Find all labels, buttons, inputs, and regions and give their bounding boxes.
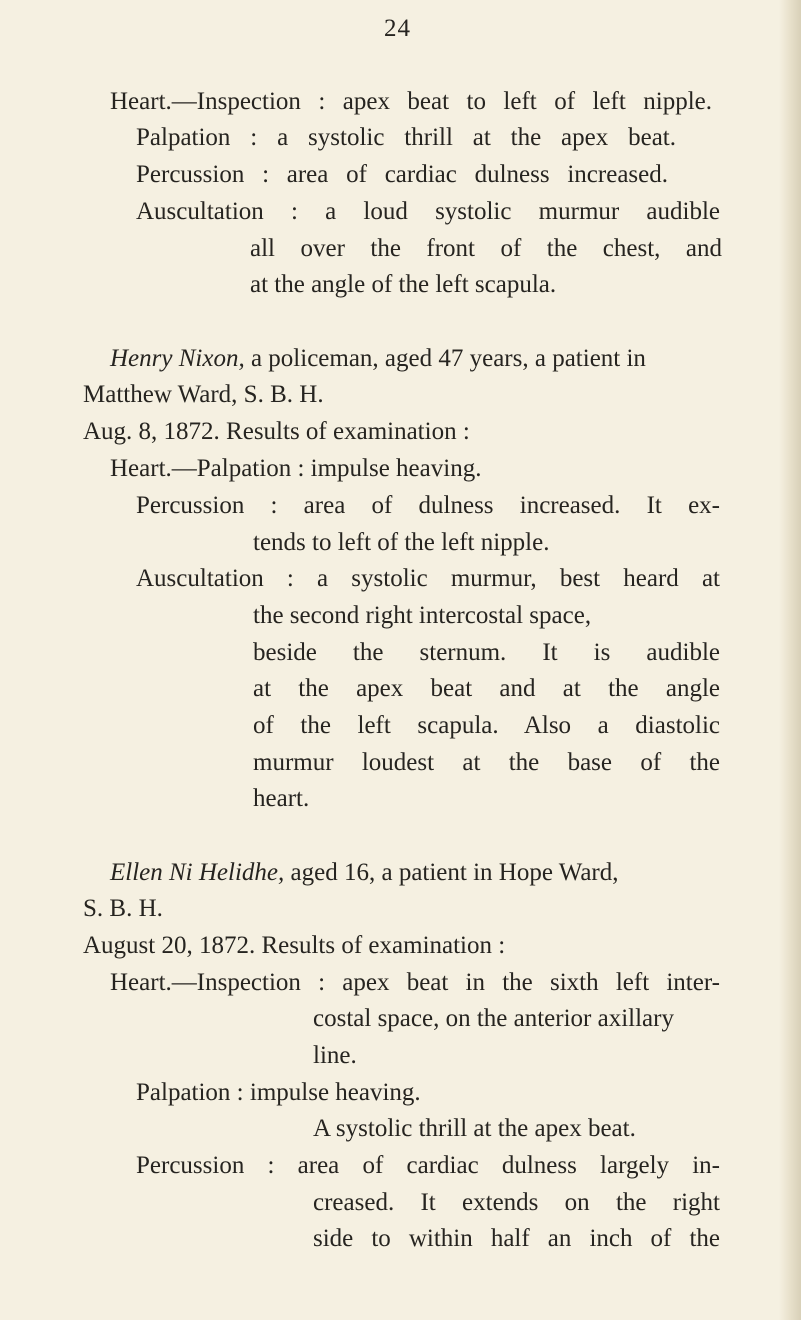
text-line: Palpation : a systolic thrill at the apex beat.	[136, 124, 676, 151]
text-line: Heart.—Inspection : apex beat in the sixth left inter-	[110, 969, 720, 996]
text-line: aged 16, a patient in Hope Ward,	[284, 859, 619, 886]
patient-name: Ellen Ni Helidhe,	[110, 859, 285, 886]
text-line: Palpation : impulse heaving.	[136, 1079, 421, 1106]
text-line: all over the front of the chest, and	[250, 235, 722, 262]
text-line: Aug. 8, 1872. Results of examination :	[83, 418, 470, 445]
case-heading-line	[110, 342, 646, 376]
text-line: S. B. H.	[83, 895, 163, 922]
patient-name: Henry Nixon,	[110, 345, 245, 372]
text-line: Percussion : area of cardiac dulness increased.	[136, 161, 668, 188]
text-line: Percussion : area of cardiac dulness largely in-	[136, 1152, 720, 1179]
text-line: at the angle of the left scapula.	[250, 271, 557, 298]
page-number: 24	[384, 15, 411, 42]
text-line: a policeman, aged 47 years, a patient in	[244, 345, 646, 372]
text-line: side to within half an inch of the	[313, 1225, 720, 1252]
text-line: Heart.—Inspection : apex beat to left of left nipple.	[110, 88, 712, 115]
text-line: costal space, on the anterior axillary	[313, 1005, 674, 1032]
text-line: tends to left of the left nipple.	[253, 529, 550, 556]
text-line: of the left scapula. Also a diastolic	[253, 712, 720, 739]
text-line: Heart.—Palpation : impulse heaving.	[110, 455, 482, 482]
text-line: Matthew Ward, S. B. H.	[83, 381, 324, 408]
text-line: beside the sternum. It is audible	[253, 639, 720, 666]
text-line: Auscultation : a systolic murmur, best heard at	[136, 565, 720, 592]
text-line: murmur loudest at the base of the	[253, 749, 720, 776]
page-edge-shadow	[779, 0, 801, 1320]
text-line: at the apex beat and at the angle	[253, 675, 720, 702]
text-line: Auscultation : a loud systolic murmur audible	[136, 198, 720, 225]
text-line: heart.	[253, 785, 310, 812]
text-line: line.	[313, 1042, 357, 1069]
text-line: Percussion : area of dulness increased. It ex-	[136, 492, 720, 519]
text-line: the second right intercostal space,	[253, 602, 592, 629]
text-line: creased. It extends on the right	[313, 1189, 720, 1216]
text-line: August 20, 1872. Results of examination :	[83, 932, 506, 959]
text-line: A systolic thrill at the apex beat.	[313, 1115, 636, 1142]
case-heading-line	[110, 856, 619, 890]
